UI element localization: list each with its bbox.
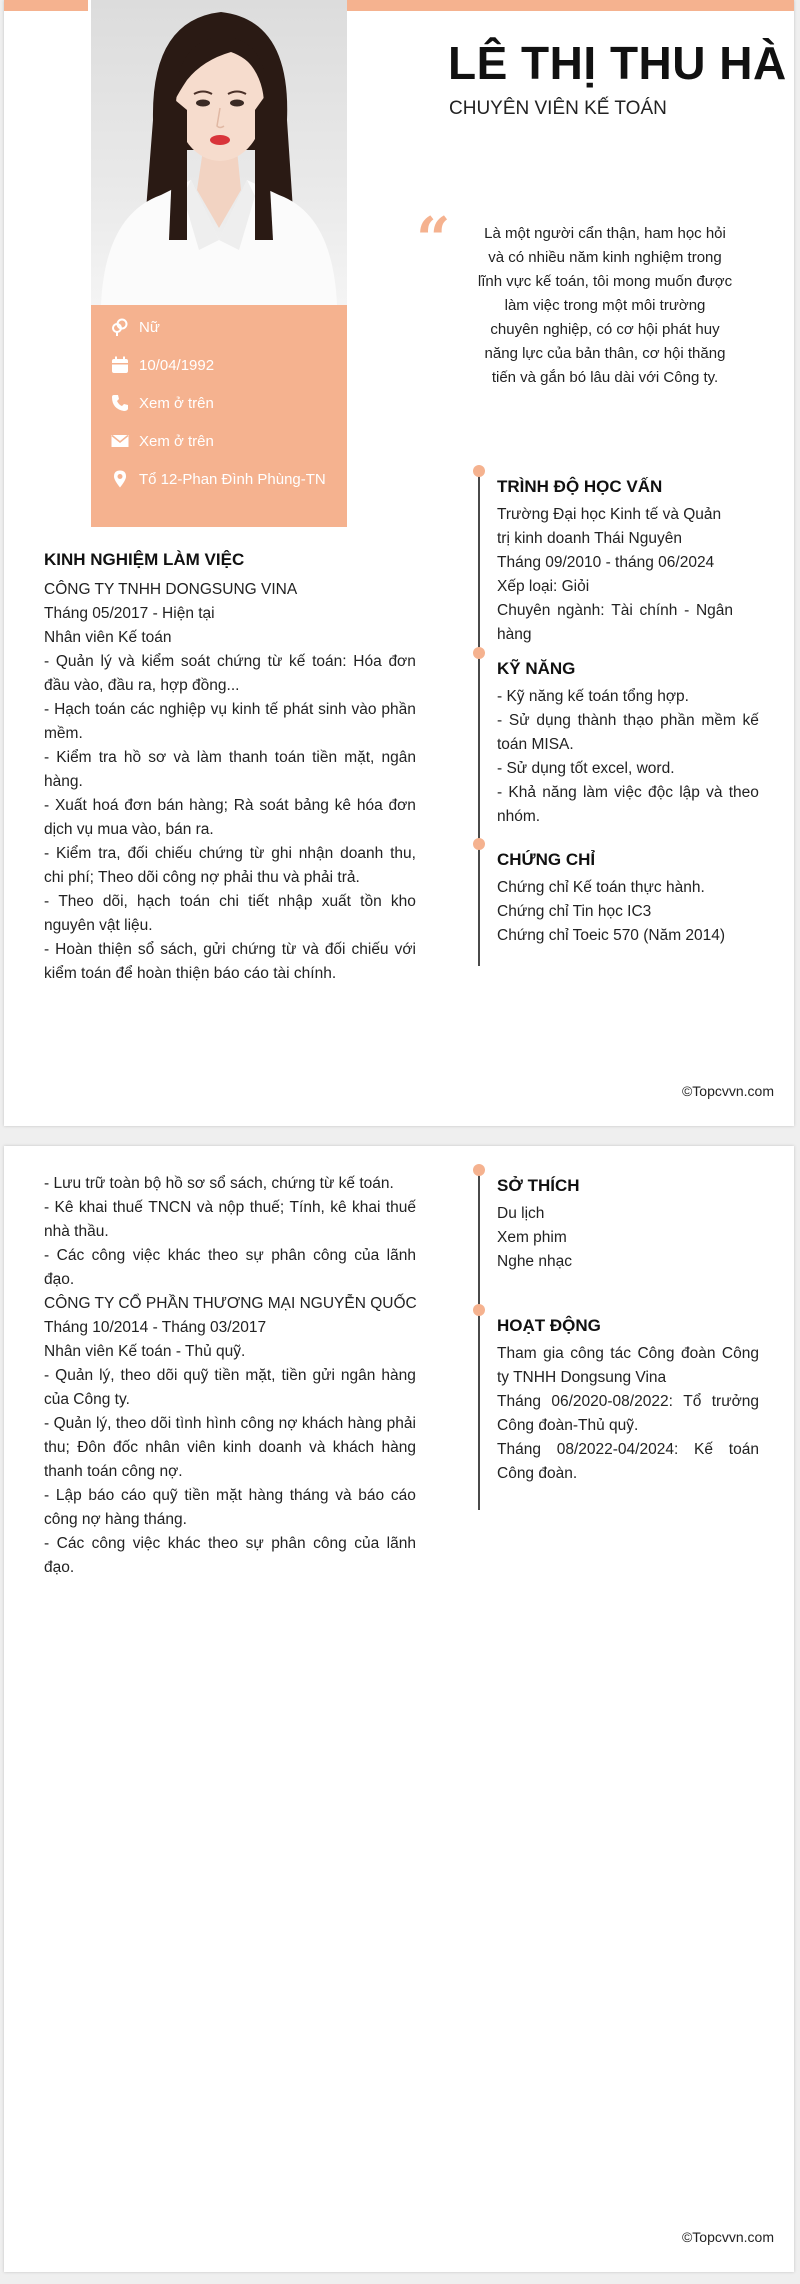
contact-phone-text[interactable]: Xem ở trên xyxy=(139,394,214,412)
experience-content xyxy=(44,578,416,986)
text-line: hàng. xyxy=(44,773,83,790)
footer-watermark: ©Topcvvn.com xyxy=(681,1083,774,1099)
objective-line: Là một người cẩn thận, ham học hỏi xyxy=(484,225,726,242)
text-line: - Kỹ năng kế toán tổng hợp. xyxy=(497,688,689,705)
text-line: - Các công việc khác theo sự phân công của lãnh xyxy=(44,1247,416,1264)
contact-address xyxy=(109,467,326,491)
certificates-content xyxy=(497,876,759,948)
calendar-icon xyxy=(109,354,131,376)
contact-gender xyxy=(109,315,160,339)
text-line: thu; Đôn đốc nhân viên kinh doanh và khách hàng xyxy=(44,1439,416,1456)
profile-photo xyxy=(91,0,347,305)
text-line: công nợ hàng tháng. xyxy=(44,1511,187,1528)
text-line: Nghe nhạc xyxy=(497,1253,572,1270)
text-line: dịch vụ mua vào, bán ra. xyxy=(44,821,214,838)
education-heading: TRÌNH ĐỘ HỌC VẤN xyxy=(497,477,663,496)
text-line: - Kiểm tra hồ sơ và làm thanh toán tiền mặt, ngân xyxy=(44,749,416,766)
text-line: hàng xyxy=(497,626,532,643)
accent-bar-left xyxy=(4,0,88,11)
text-line: - Theo dõi, hạch toán chi tiết nhập xuất tồn kho xyxy=(44,893,416,910)
text-line: Xem phim xyxy=(497,1229,567,1246)
gender-icon xyxy=(109,316,131,338)
skills-heading: KỸ NĂNG xyxy=(497,659,576,678)
text-line: Tháng 08/2022-04/2024: Kế toán xyxy=(497,1441,759,1458)
timeline-dot-education xyxy=(473,465,485,477)
timeline-line xyxy=(478,1170,480,1510)
objective-line: tiến và gắn bó lâu dài với Công ty. xyxy=(491,369,719,386)
objective-line: lĩnh vực kế toán, tôi mong muốn được xyxy=(477,273,733,290)
text-line: - Hạch toán các nghiệp vụ kinh tế phát sinh vào phần xyxy=(44,701,416,718)
objective-line: chuyên nghiệp, có cơ hội phát huy xyxy=(490,321,720,338)
text-line: Công đoàn. xyxy=(497,1465,578,1482)
location-icon xyxy=(109,468,131,490)
cv-page-2 xyxy=(4,1146,794,2272)
contact-info-box xyxy=(91,305,347,527)
text-line: Nhân viên Kế toán xyxy=(44,629,172,646)
text-line: nguyên vật liệu. xyxy=(44,917,153,934)
contact-birthday-text: 10/04/1992 xyxy=(139,356,215,374)
text-line: Tham gia công tác Công đoàn Công xyxy=(497,1345,759,1362)
contact-email-text[interactable]: Xem ở trên xyxy=(139,432,214,450)
text-line: đạo. xyxy=(44,1559,75,1576)
text-line: Chứng chỉ Toeic 570 (Năm 2014) xyxy=(497,927,726,944)
candidate-title: CHUYÊN VIÊN KẾ TOÁN xyxy=(449,98,667,119)
hobbies-heading: SỞ THÍCH xyxy=(497,1176,580,1195)
text-line: đầu vào, đầu ra, hợp đồng... xyxy=(44,677,240,694)
text-line: trị kinh doanh Thái Nguyên xyxy=(497,530,682,547)
contact-phone xyxy=(109,391,214,415)
timeline-dot-skills xyxy=(473,647,485,659)
certificates-heading: CHỨNG CHỈ xyxy=(497,850,596,869)
text-line: của Công ty. xyxy=(44,1391,130,1408)
text-line: - Quản lý, theo dõi tình hình công nợ khách hàng phải xyxy=(44,1415,416,1432)
text-line: Chuyên ngành: Tài chính - Ngân xyxy=(497,602,733,619)
text-line: - Sử dụng tốt excel, word. xyxy=(497,760,675,777)
text-line: Tháng 06/2020-08/2022: Tổ trưởng xyxy=(497,1393,759,1410)
contact-email xyxy=(109,429,214,453)
text-line: - Kê khai thuế TNCN và nộp thuế; Tính, kê khai thuế xyxy=(44,1199,416,1216)
text-line: Chứng chỉ Tin học IC3 xyxy=(497,903,652,920)
email-icon xyxy=(109,430,131,452)
text-line: - Các công việc khác theo sự phân công của lãnh xyxy=(44,1535,416,1552)
cv-page-1 xyxy=(4,0,794,1126)
text-line: Công đoàn-Thủ quỹ. xyxy=(497,1417,639,1434)
text-line: Chứng chỉ Kế toán thực hành. xyxy=(497,879,705,896)
timeline-dot-hobbies xyxy=(473,1164,485,1176)
activities-heading: HOẠT ĐỘNG xyxy=(497,1316,601,1335)
quote-icon: “ xyxy=(416,205,451,275)
text-line: nhà thầu. xyxy=(44,1223,109,1240)
footer-watermark: ©Topcvvn.com xyxy=(681,2229,774,2245)
candidate-name: LÊ THỊ THU HÀ xyxy=(448,37,787,89)
text-line: Xếp loại: Giỏi xyxy=(497,578,590,595)
text-line: CÔNG TY TNHH DONGSUNG VINA xyxy=(44,581,298,598)
text-line: chi phí; Theo dõi công nợ phải thu và phải trả. xyxy=(44,869,360,886)
text-line: - Hoàn thiện sổ sách, gửi chứng từ và đối chiếu với xyxy=(44,941,416,958)
text-line: - Lưu trữ toàn bộ hồ sơ sổ sách, chứng từ kế toán. xyxy=(44,1175,394,1192)
phone-icon xyxy=(109,392,131,414)
activities-content xyxy=(497,1342,759,1486)
text-line: - Xuất hoá đơn bán hàng; Rà soát bảng kê hóa đơn xyxy=(44,797,416,814)
text-line: Nhân viên Kế toán - Thủ quỹ. xyxy=(44,1343,246,1360)
text-line: thanh toán công nợ. xyxy=(44,1463,183,1480)
text-line: CÔNG TY CỔ PHẦN THƯƠNG MẠI NGUYỄN QUỐC xyxy=(44,1295,417,1312)
experience-content-continued xyxy=(44,1172,416,1580)
text-line: Tháng 10/2014 - Tháng 03/2017 xyxy=(44,1319,267,1336)
text-line: đạo. xyxy=(44,1271,75,1288)
objective-line: và có nhiều năm kinh nghiệm trong xyxy=(488,249,722,266)
text-line: - Khả năng làm việc độc lập và theo xyxy=(497,784,759,801)
text-line: - Lập báo cáo quỹ tiền mặt hàng tháng và báo cáo xyxy=(44,1487,416,1504)
text-line: nhóm. xyxy=(497,808,541,825)
contact-birthday xyxy=(109,353,214,377)
accent-bar-right xyxy=(347,0,794,11)
text-line: - Quản lý và kiểm soát chứng từ kế toán: Hóa đơn xyxy=(44,653,416,670)
objective-line: năng lực của bản thân, cơ hội thăng xyxy=(484,345,726,362)
text-line: ty TNHH Dongsung Vina xyxy=(497,1369,667,1386)
text-line: Trường Đại học Kinh tế và Quản xyxy=(497,506,722,523)
timeline-dot-activities xyxy=(473,1304,485,1316)
text-line: mềm. xyxy=(44,725,83,742)
career-objective xyxy=(464,222,746,390)
text-line: - Kiểm tra, đối chiếu chứng từ ghi nhận doanh thu, xyxy=(44,845,416,862)
hobbies-content xyxy=(497,1202,759,1274)
text-line: Tháng 09/2010 - tháng 06/2024 xyxy=(497,554,715,571)
text-line: toán MISA. xyxy=(497,736,574,753)
text-line: - Quản lý, theo dõi quỹ tiền mặt, tiền gửi ngân hàng xyxy=(44,1367,416,1384)
text-line: Du lịch xyxy=(497,1205,545,1222)
objective-line: làm việc trong một môi trường xyxy=(504,297,706,314)
text-line: - Sử dụng thành thạo phần mềm kế xyxy=(497,712,759,729)
text-line: Tháng 05/2017 - Hiện tại xyxy=(44,605,215,622)
skills-content xyxy=(497,685,759,829)
timeline-line xyxy=(478,470,480,966)
timeline-dot-certificates xyxy=(473,838,485,850)
contact-address-text: Tổ 12-Phan Đình Phùng-TN xyxy=(139,470,326,488)
contact-gender-text: Nữ xyxy=(139,318,160,336)
text-line: kiểm toán để hoàn thiện báo cáo tài chính. xyxy=(44,965,337,982)
experience-heading: KINH NGHIỆM LÀM VIỆC xyxy=(44,550,245,569)
education-content xyxy=(497,503,733,647)
